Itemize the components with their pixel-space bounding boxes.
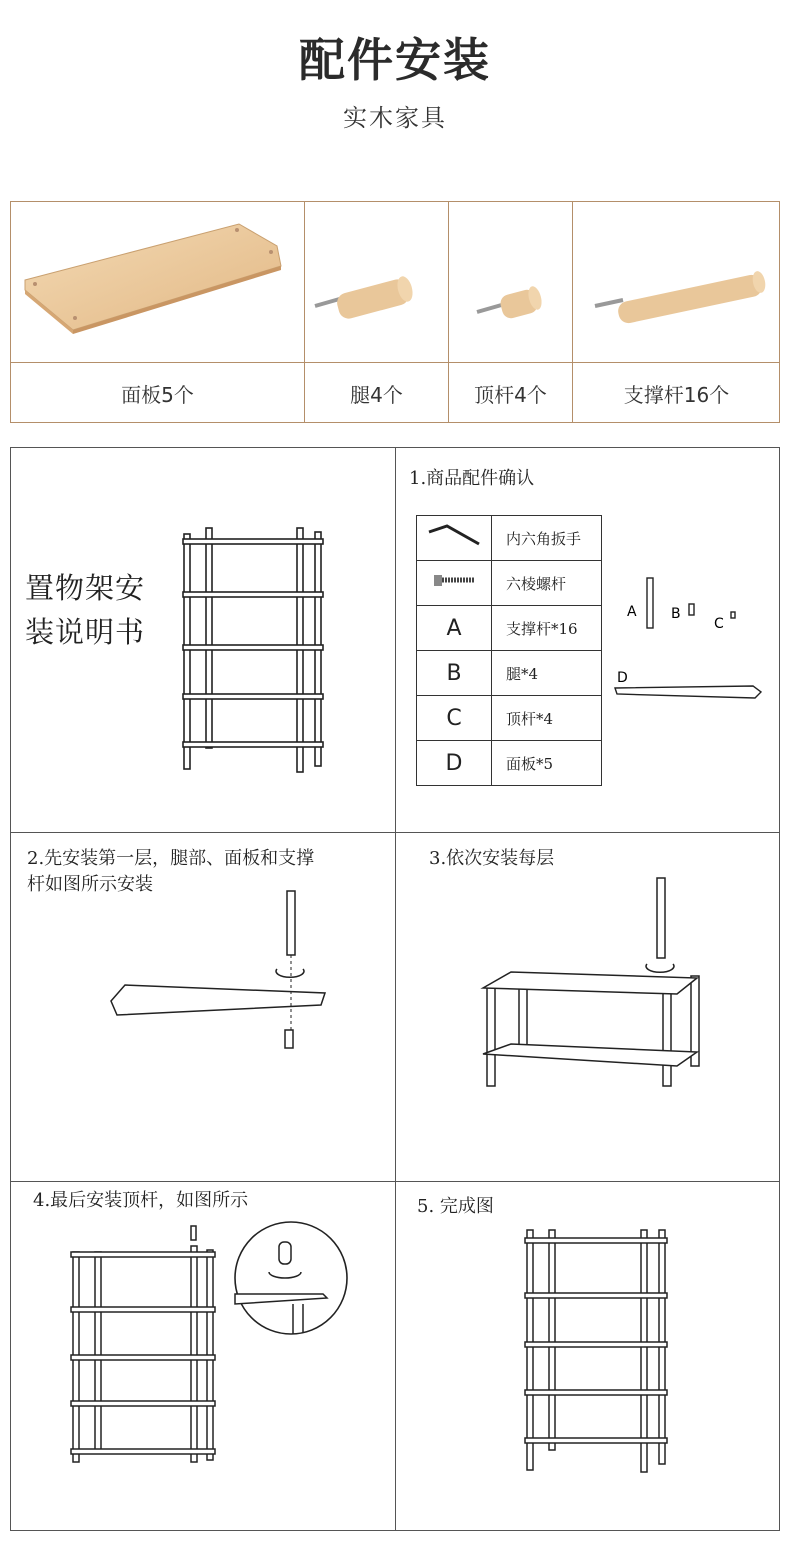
checklist-label: 内六角扳手 <box>492 516 602 561</box>
step-4-illustration <box>67 1222 227 1482</box>
checklist-row <box>417 741 602 786</box>
checklist-row <box>417 606 602 651</box>
checklist-label: 六棱螺杆 <box>492 561 602 606</box>
cover-line-2: 装说明书 <box>25 615 146 649</box>
support-rod-image-cell <box>573 202 780 362</box>
hex-wrench-icon <box>417 516 492 561</box>
checklist-label: 腿*4 <box>492 651 602 696</box>
label-c: C <box>714 616 724 632</box>
top-rod-detail-circle <box>233 1220 353 1340</box>
hex-bolt-icon <box>417 561 492 606</box>
shelf-overview-illustration <box>179 524 339 774</box>
panel-image-cell <box>11 202 305 362</box>
checklist-key: D <box>417 741 492 786</box>
leg-dowel-icon <box>305 202 449 362</box>
step-2-line-2: 杆如图所示安装 <box>27 874 153 895</box>
instruction-grid <box>10 447 780 1531</box>
checklist-row <box>417 516 602 561</box>
step-3-title: 3.依次安装每层 <box>429 848 555 869</box>
top-rod-icon <box>449 202 573 362</box>
leg-count-label: 腿4个 <box>305 362 449 423</box>
checklist-row <box>417 561 602 606</box>
top-rod-image-cell <box>449 202 573 362</box>
checklist-key: A <box>417 606 492 651</box>
step-3-illustration <box>481 876 701 1096</box>
page-subtitle: 实木家具 <box>343 104 447 132</box>
panel-count-label: 面板5个 <box>11 362 305 423</box>
support-rod-count-label: 支撑杆16个 <box>573 362 780 423</box>
support-rod-icon <box>573 202 780 362</box>
top-rod-count-label: 顶杆4个 <box>449 362 573 423</box>
grid-divider-vertical <box>395 448 396 1530</box>
step-1-title: 1.商品配件确认 <box>409 468 535 489</box>
checklist-key: B <box>417 651 492 696</box>
checklist-row <box>417 696 602 741</box>
parts-diagram <box>613 574 773 714</box>
checklist-label: 支撑杆*16 <box>492 606 602 651</box>
step-2-line-1: 2.先安装第一层，腿部、面板和支撑 <box>27 848 315 869</box>
leg-image-cell <box>305 202 449 362</box>
parts-table <box>10 201 780 423</box>
step-5-title: 5. 完成图 <box>417 1196 494 1217</box>
manual-cover-title <box>25 566 145 654</box>
cover-line-1: 置物架安 <box>25 571 146 605</box>
grid-divider-1 <box>11 832 779 833</box>
panel-board-icon <box>11 202 305 362</box>
checklist-label: 面板*5 <box>492 741 602 786</box>
label-b: B <box>671 606 681 622</box>
checklist-label: 顶杆*4 <box>492 696 602 741</box>
checklist-key: C <box>417 696 492 741</box>
finished-shelf-illustration <box>523 1228 673 1478</box>
checklist-row <box>417 651 602 696</box>
step-4-title: 4.最后安装顶杆，如图所示 <box>33 1190 249 1211</box>
page-title: 配件安装 <box>299 33 491 87</box>
grid-divider-2 <box>11 1181 779 1182</box>
label-a: A <box>627 604 637 620</box>
parts-checklist <box>416 515 602 786</box>
step-2-illustration <box>105 885 335 1055</box>
label-d: D <box>617 670 628 686</box>
